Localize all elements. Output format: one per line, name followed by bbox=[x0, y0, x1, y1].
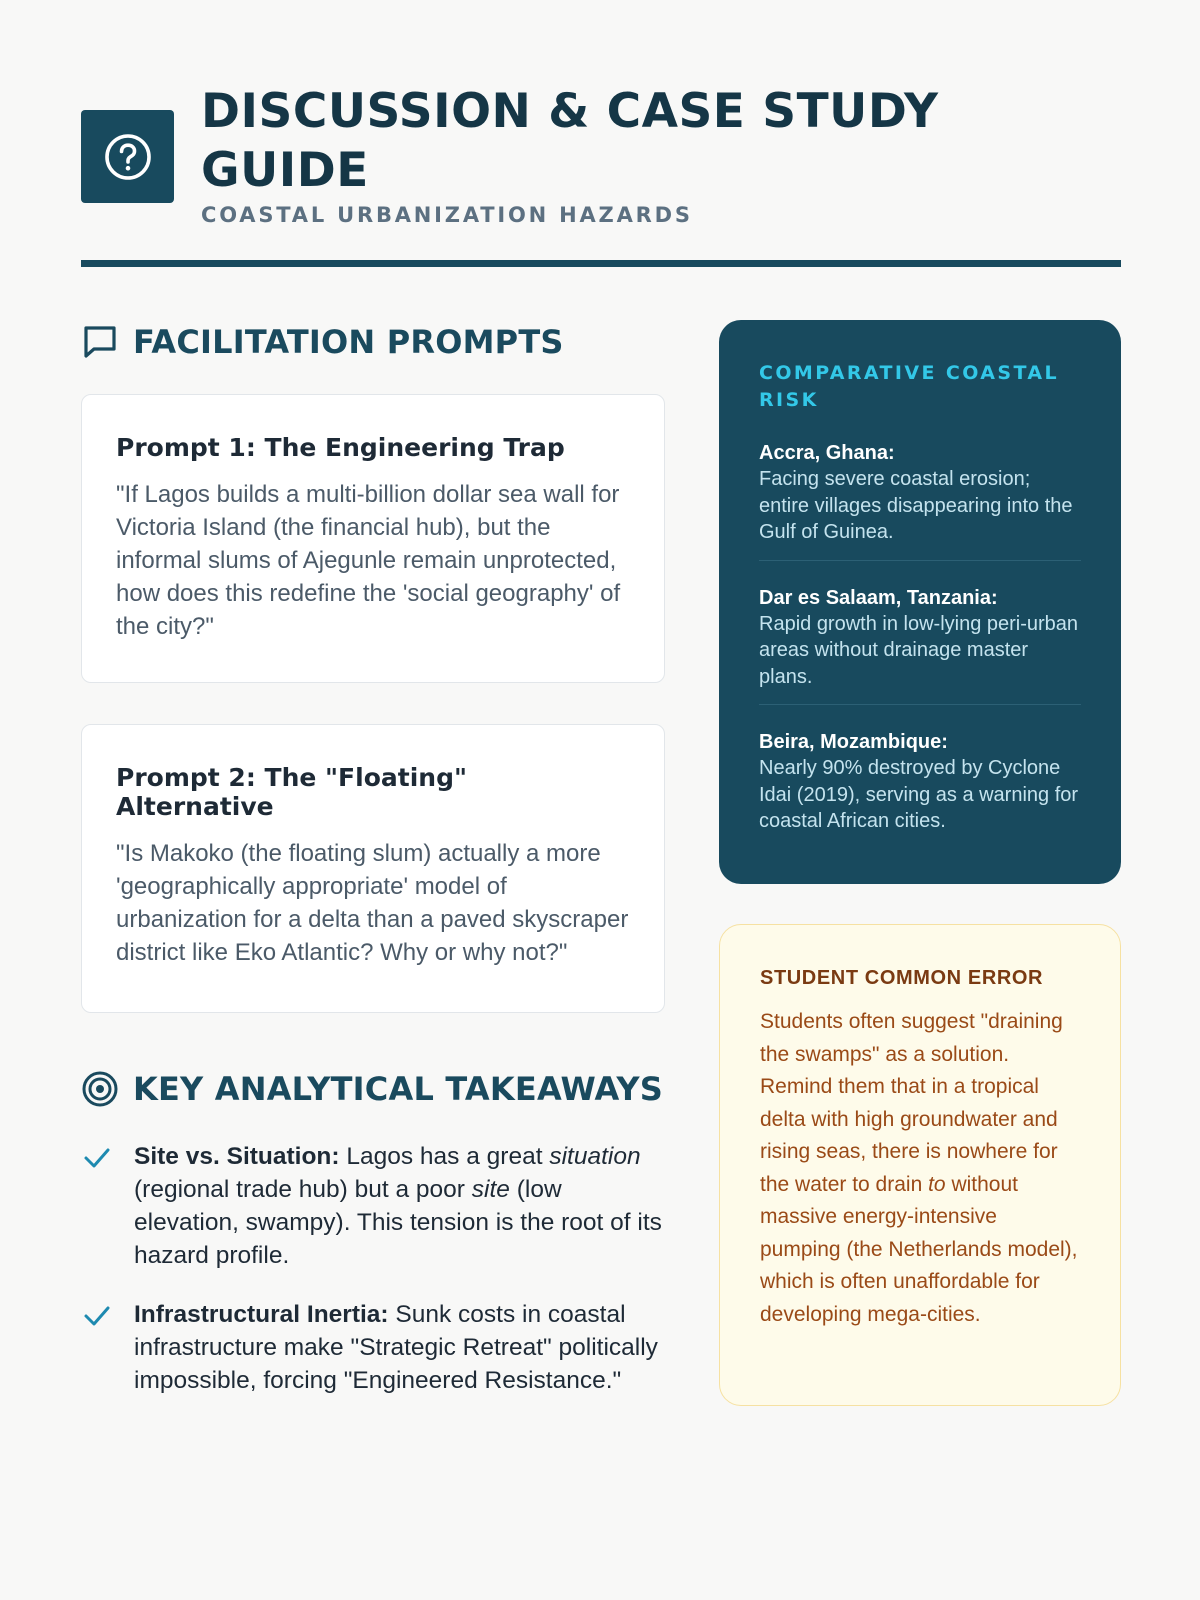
logo-badge bbox=[81, 110, 174, 203]
takeaway-label: Infrastructural Inertia: bbox=[134, 1301, 389, 1328]
risk-description: Rapid growth in low-lying peri-urban areas without drainage master plans. bbox=[759, 612, 1079, 688]
risk-description: Facing severe coastal erosion; entire villages disappearing into the Gulf of Guinea. bbox=[759, 468, 1073, 543]
takeaways-list bbox=[81, 1140, 671, 1423]
facilitation-heading-label: FACILITATION PROMPTS bbox=[133, 323, 564, 361]
risk-city: Accra, Ghana: bbox=[759, 442, 895, 464]
takeaway-item bbox=[81, 1298, 671, 1397]
risk-item bbox=[759, 729, 1081, 849]
takeaway-text: (regional trade hub) but a poor bbox=[134, 1176, 472, 1203]
takeaway-item bbox=[81, 1140, 671, 1272]
error-panel-body bbox=[760, 1006, 1080, 1331]
header-divider bbox=[81, 260, 1121, 267]
takeaway-text: (low elevation, swampy). This tension is the root of its hazard profile. bbox=[134, 1176, 662, 1269]
takeaway-emphasis: situation bbox=[549, 1143, 641, 1170]
risk-panel-title: COMPARATIVE COASTAL RISK bbox=[759, 362, 1059, 411]
takeaway-text: Lagos has a great bbox=[339, 1143, 550, 1170]
risk-city: Beira, Mozambique: bbox=[759, 731, 948, 753]
error-emphasis: to bbox=[928, 1172, 946, 1196]
target-icon bbox=[81, 1070, 119, 1108]
error-text: Students often suggest "draining the swamps" as a solution. Remind them that in a tropical delta with high groundwater and rising seas, there is nowhere for the water to drain bbox=[760, 1010, 1063, 1196]
risk-item bbox=[759, 440, 1081, 561]
prompt-card bbox=[81, 724, 665, 1013]
takeaway-label: Site vs. Situation: bbox=[134, 1143, 340, 1170]
takeaways-heading-label: KEY ANALYTICAL TAKEAWAYS bbox=[133, 1070, 664, 1108]
error-text: without massive energy-intensive pumping (the Netherlands model), which is often unaffordable for developing mega-cities. bbox=[760, 1172, 1078, 1326]
facilitation-heading bbox=[81, 323, 564, 361]
page-subtitle: COASTAL URBANIZATION HAZARDS bbox=[201, 203, 693, 227]
page-title: DISCUSSION & CASE STUDY GUIDE bbox=[201, 84, 939, 198]
risk-item bbox=[759, 585, 1081, 706]
prompt-text: "If Lagos builds a multi-billion dollar sea wall for Victoria Island (the financial hub), but the informal slums of Ajegunle remain unprotected, how does this redefine the 'social geography' of the city?" bbox=[116, 481, 621, 640]
prompt-title: Prompt 2: The "Floating" Alternative bbox=[116, 763, 467, 821]
chat-bubble-icon bbox=[81, 323, 119, 361]
error-panel-title: STUDENT COMMON ERROR bbox=[760, 967, 1044, 989]
prompt-text: "Is Makoko (the floating slum) actually a more 'geographically appropriate' model of urbanization for a delta than a paved skyscraper district like Eko Atlantic? Why or why not?" bbox=[116, 840, 629, 966]
takeaway-text: Sunk costs in coastal infrastructure make "Strategic Retreat" politically impossible, forcing "Engineered Resistance." bbox=[134, 1301, 658, 1394]
common-error-panel bbox=[719, 924, 1121, 1406]
risk-city: Dar es Salaam, Tanzania: bbox=[759, 586, 998, 609]
prompt-card bbox=[81, 394, 665, 683]
question-circle-icon bbox=[103, 132, 153, 182]
takeaway-emphasis: site bbox=[471, 1176, 510, 1203]
takeaways-heading bbox=[81, 1070, 663, 1108]
check-icon bbox=[83, 1146, 111, 1170]
risk-description: Nearly 90% destroyed by Cyclone Idai (2019), serving as a warning for coastal African cities. bbox=[759, 757, 1079, 832]
check-icon bbox=[83, 1304, 111, 1328]
prompt-title: Prompt 1: The Engineering Trap bbox=[116, 433, 565, 462]
comparative-risk-panel bbox=[719, 320, 1121, 884]
